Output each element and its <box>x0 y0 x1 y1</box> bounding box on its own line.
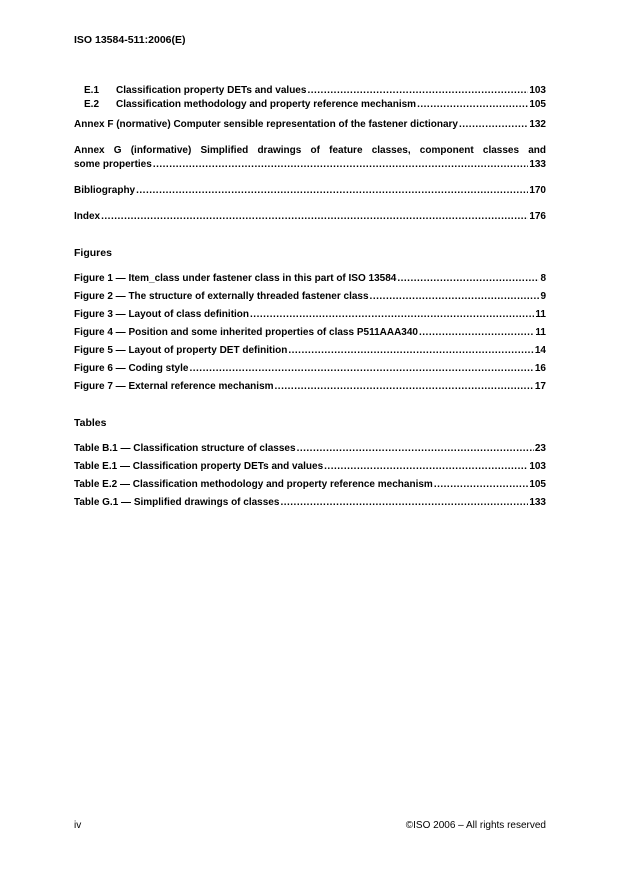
toc-entry-index[interactable] <box>74 210 546 224</box>
document-id-header: ISO 13584-511:2006(E) <box>74 34 186 46</box>
tables-heading: Tables <box>74 417 107 429</box>
list-item-figure[interactable] <box>74 344 546 358</box>
toc-entry-number: E.1 <box>84 85 100 96</box>
toc-entry-page: 103 <box>529 85 546 96</box>
dot-leader <box>370 290 540 304</box>
toc-entry-e2[interactable] <box>74 98 546 112</box>
toc-entry-label: Classification property DETs and values <box>116 85 307 96</box>
figures-list <box>74 272 546 394</box>
toc-entry-page: 132 <box>529 119 546 130</box>
toc-entry-page: 16 <box>534 363 546 374</box>
list-item-table[interactable] <box>74 478 546 492</box>
copyright-notice: ©ISO 2006 – All rights reserved <box>405 820 546 831</box>
toc-entry-label: Bibliography <box>74 185 136 196</box>
dot-leader <box>459 118 528 132</box>
toc-entry-page: 170 <box>529 185 546 196</box>
figures-heading: Figures <box>74 247 112 259</box>
toc-entry-page: 176 <box>529 211 546 222</box>
toc-entry-e1[interactable] <box>74 84 546 98</box>
page-number: iv <box>74 820 82 831</box>
dot-leader <box>250 308 534 322</box>
toc-entry-page: 133 <box>529 159 546 170</box>
list-item-figure[interactable] <box>74 272 546 286</box>
toc-entry-page: 23 <box>534 443 546 454</box>
dot-leader <box>297 442 534 456</box>
toc-entry-label: Figure 6 — Coding style <box>74 363 189 374</box>
toc-entry-page: 11 <box>535 327 546 338</box>
toc-entry-label: Table E.1 — Classification property DETs and values <box>74 461 324 472</box>
dot-leader <box>307 84 528 98</box>
toc-entry-label: Figure 1 — Item_class under fastener class in this part of ISO 13584 <box>74 273 397 284</box>
toc-entry-page: 17 <box>534 381 546 392</box>
dot-leader <box>153 158 529 172</box>
dot-leader <box>275 380 534 394</box>
dot-leader <box>419 326 534 340</box>
list-item-figure[interactable] <box>74 308 546 322</box>
toc-entry-page: 9 <box>540 291 546 302</box>
dot-leader <box>324 460 528 474</box>
list-item-table[interactable] <box>74 460 546 474</box>
toc-entry-label-line1: Annex G (informative) Simplified drawings of feature classes, component classes and <box>74 145 546 156</box>
toc-entry-page: 8 <box>540 273 546 284</box>
toc-entry-label: Figure 2 — The structure of externally threaded fastener class <box>74 291 369 302</box>
dot-leader <box>280 496 528 510</box>
tables-list <box>74 442 546 510</box>
toc-entry-label: Table B.1 — Classification structure of classes <box>74 443 296 454</box>
toc-entry-annex-f[interactable] <box>74 118 546 132</box>
toc-entry-number: E.2 <box>84 99 100 110</box>
toc-entry-annex-g[interactable] <box>74 144 546 172</box>
list-item-figure[interactable] <box>74 290 546 304</box>
toc-entry-page: 105 <box>529 479 546 490</box>
list-item-figure[interactable] <box>74 326 546 340</box>
toc-entry-bibliography[interactable] <box>74 184 546 198</box>
toc-entry-page: 133 <box>529 497 546 508</box>
dot-leader <box>417 98 528 112</box>
toc-entry-label: Table E.2 — Classification methodology and property reference mechanism <box>74 479 433 490</box>
toc-entry-label: Classification methodology and property reference mechanism <box>116 99 417 110</box>
toc-entry-label: Figure 3 — Layout of class definition <box>74 309 250 320</box>
toc-entry-label: Annex F (normative) Computer sensible representation of the fastener dictionary <box>74 119 458 130</box>
toc-entry-line2 <box>74 158 546 172</box>
toc-entry-label: Table G.1 — Simplified drawings of classes <box>74 497 280 508</box>
dot-leader <box>397 272 539 286</box>
toc-entry-page: 11 <box>535 309 546 320</box>
toc-entry-label: Index <box>74 211 101 222</box>
toc-entry-page: 105 <box>529 99 546 110</box>
dot-leader <box>189 362 533 376</box>
toc-entry-label: Figure 4 — Position and some inherited properties of class P511AAA340 <box>74 327 418 338</box>
list-item-figure[interactable] <box>74 362 546 376</box>
dot-leader <box>101 210 528 224</box>
list-item-table[interactable] <box>74 442 546 456</box>
toc-entry-label: Figure 7 — External reference mechanism <box>74 381 274 392</box>
dot-leader <box>136 184 528 198</box>
toc-entry-label: Figure 5 — Layout of property DET definition <box>74 345 288 356</box>
toc-entry-label-line2: some properties <box>74 159 152 170</box>
dot-leader <box>434 478 529 492</box>
list-item-figure[interactable] <box>74 380 546 394</box>
table-of-contents <box>74 84 546 514</box>
list-item-table[interactable] <box>74 496 546 510</box>
dot-leader <box>288 344 534 358</box>
toc-entry-page: 14 <box>534 345 546 356</box>
toc-entry-page: 103 <box>529 461 546 472</box>
